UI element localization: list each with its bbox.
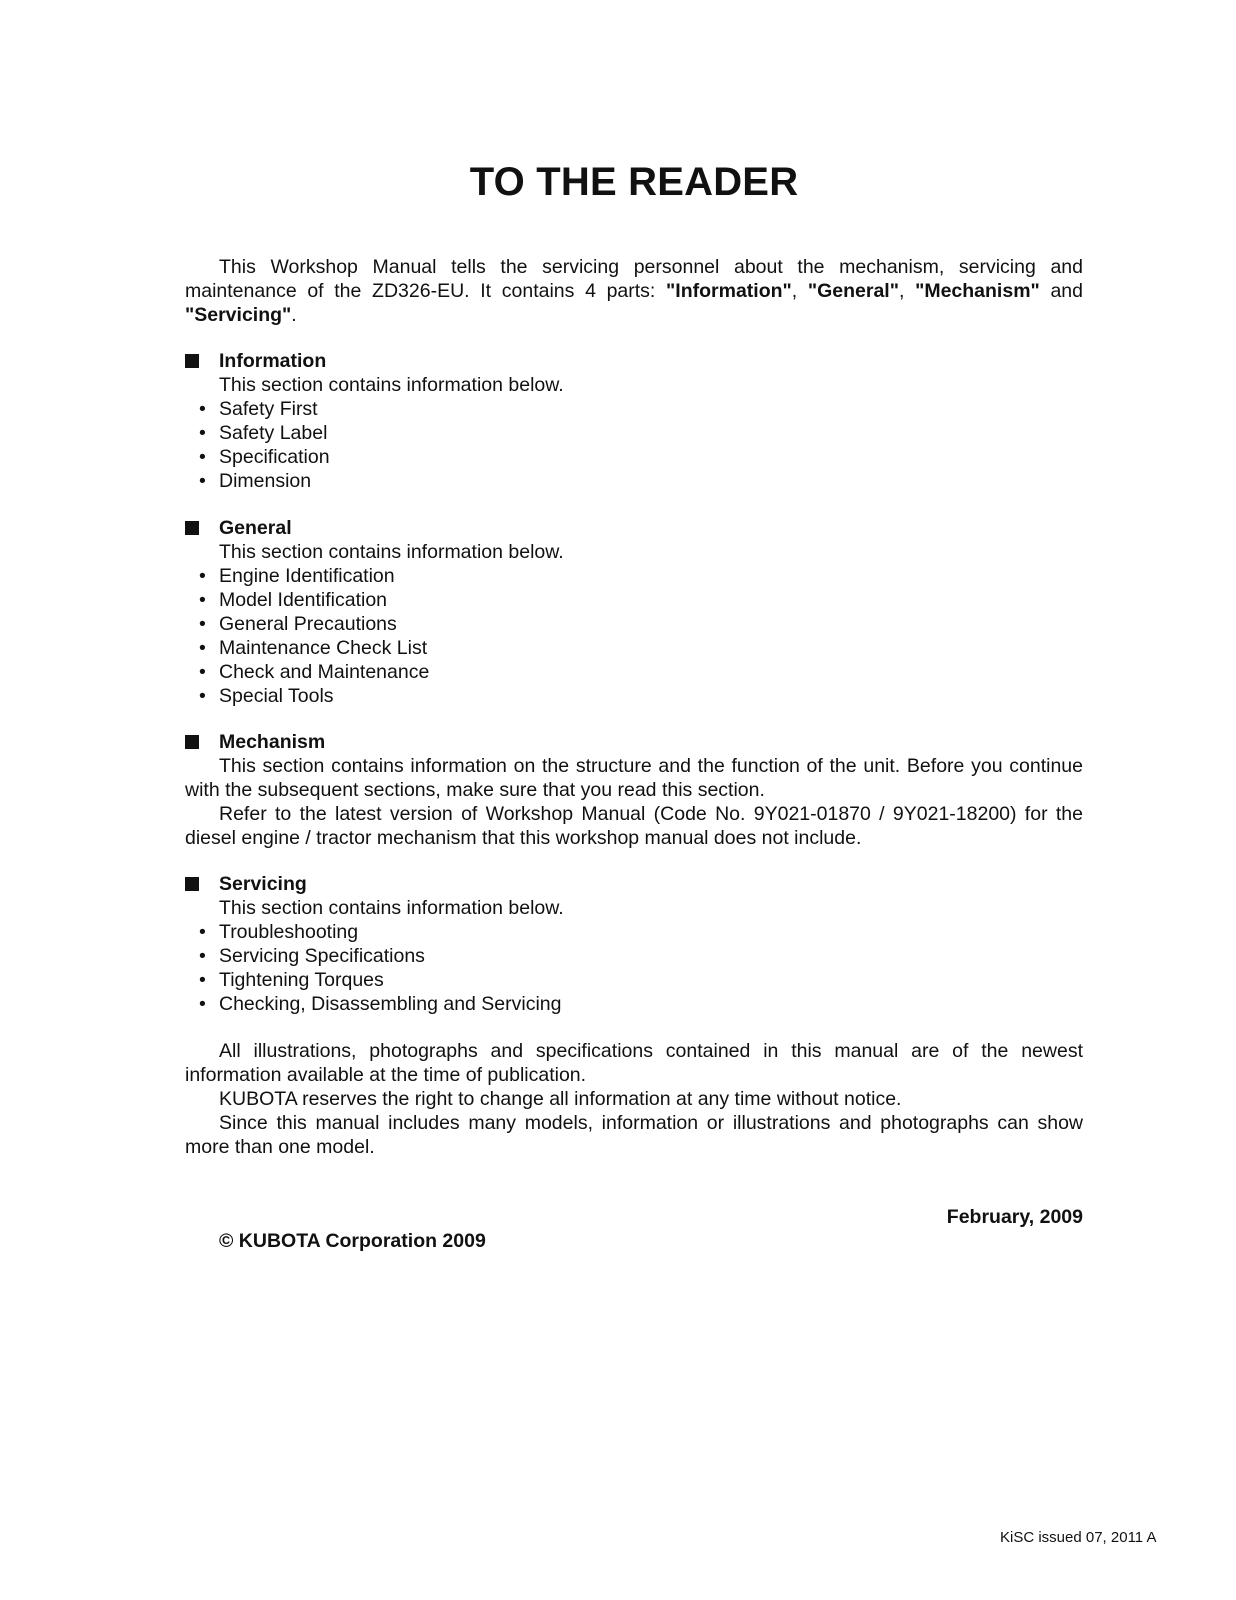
section-heading-label: General	[219, 517, 292, 539]
bullet-icon: •	[199, 661, 206, 683]
section-description: This section contains information below.	[219, 541, 564, 563]
intro-period: .	[291, 304, 297, 326]
part-servicing: "Servicing"	[185, 304, 292, 326]
list-item-label: Dimension	[219, 470, 312, 492]
black-square-icon	[185, 521, 199, 535]
list-item-label: Tightening Torques	[219, 969, 384, 991]
list-item	[185, 612, 1083, 636]
section-heading	[185, 872, 1083, 896]
list-item-label: Model Identification	[219, 589, 388, 611]
bullet-icon: •	[199, 969, 206, 991]
list-item	[185, 684, 1083, 708]
section-paragraph: This section contains information on the structure and the function of the unit. Before you continue with the subsequent sections, make sure that you read this section.	[185, 755, 1083, 801]
bullet-icon: •	[199, 945, 206, 967]
closing-notes	[185, 1039, 1083, 1159]
section-description: This section contains information below.	[219, 897, 564, 919]
bullet-icon: •	[199, 398, 206, 420]
section-heading-label: Information	[219, 350, 327, 372]
list-item	[185, 397, 1083, 421]
copyright-notice: © KUBOTA Corporation 2009	[219, 1230, 486, 1252]
bullet-icon: •	[199, 446, 206, 468]
bullet-icon: •	[199, 685, 206, 707]
bullet-icon: •	[199, 637, 206, 659]
bullet-icon: •	[199, 613, 206, 635]
black-square-icon	[185, 735, 199, 749]
intro-and: and	[1039, 280, 1083, 302]
list-item	[185, 992, 1083, 1016]
section-heading	[185, 516, 1083, 540]
bullet-icon: •	[199, 470, 206, 492]
closing-paragraph: All illustrations, photographs and specifications contained in this manual are of the newest information available at the time of publication.	[185, 1040, 1083, 1086]
section-description: This section contains information below.	[219, 374, 564, 396]
list-item	[185, 636, 1083, 660]
list-item-label: Specification	[219, 446, 330, 468]
list-item	[185, 564, 1083, 588]
list-item-label: Safety First	[219, 398, 318, 420]
section-heading	[185, 349, 1083, 373]
list-item-label: Checking, Disassembling and Servicing	[219, 993, 562, 1015]
list-item-label: Safety Label	[219, 422, 328, 444]
bullet-icon: •	[199, 993, 206, 1015]
list-item-label: Engine Identification	[219, 565, 395, 587]
intro-comma: ,	[791, 280, 808, 302]
list-item-label: Maintenance Check List	[219, 637, 428, 659]
list-item-label: Troubleshooting	[219, 921, 359, 943]
intro-paragraph	[185, 255, 1083, 327]
section-servicing	[185, 872, 1083, 1016]
section-heading-label: Servicing	[219, 873, 307, 895]
bullet-icon: •	[199, 422, 206, 444]
section-paragraph: Refer to the latest version of Workshop Manual (Code No. 9Y021-01870 / 9Y021-18200) for the diesel engine / tractor mechanism that this workshop manual does not include.	[185, 803, 1083, 849]
intro-text: This Workshop Manual tells the servicing personnel about the mechanism, servicing and maintenance of the ZD326-EU. It contains 4 parts:	[185, 256, 1083, 302]
section-information	[185, 349, 1083, 493]
closing-paragraph: KUBOTA reserves the right to change all information at any time without notice.	[219, 1088, 902, 1110]
part-mechanism: "Mechanism"	[915, 280, 1040, 302]
section-general	[185, 516, 1083, 708]
part-general: "General"	[807, 280, 899, 302]
publication-date: February, 2009	[946, 1206, 1083, 1228]
list-item-label: General Precautions	[219, 613, 397, 635]
list-item	[185, 968, 1083, 992]
bullet-icon: •	[199, 565, 206, 587]
list-item	[185, 445, 1083, 469]
list-item-label: Servicing Specifications	[219, 945, 425, 967]
list-item	[185, 469, 1083, 493]
black-square-icon	[185, 354, 199, 368]
bullet-icon: •	[199, 589, 206, 611]
footer-issue-note: KiSC issued 07, 2011 A	[1000, 1529, 1157, 1546]
part-information: "Information"	[666, 280, 792, 302]
intro-comma: ,	[898, 280, 916, 302]
section-heading	[185, 730, 1083, 754]
list-item	[185, 660, 1083, 684]
bullet-icon: •	[199, 921, 206, 943]
list-item	[185, 588, 1083, 612]
black-square-icon	[185, 877, 199, 891]
list-item	[185, 421, 1083, 445]
list-item-label: Special Tools	[219, 685, 334, 707]
section-mechanism	[185, 730, 1083, 850]
page-title: TO THE READER	[469, 160, 799, 204]
list-item	[185, 944, 1083, 968]
list-item-label: Check and Maintenance	[219, 661, 430, 683]
section-heading-label: Mechanism	[219, 731, 326, 753]
closing-paragraph: Since this manual includes many models, information or illustrations and photographs can show more than one model.	[185, 1112, 1083, 1158]
list-item	[185, 920, 1083, 944]
